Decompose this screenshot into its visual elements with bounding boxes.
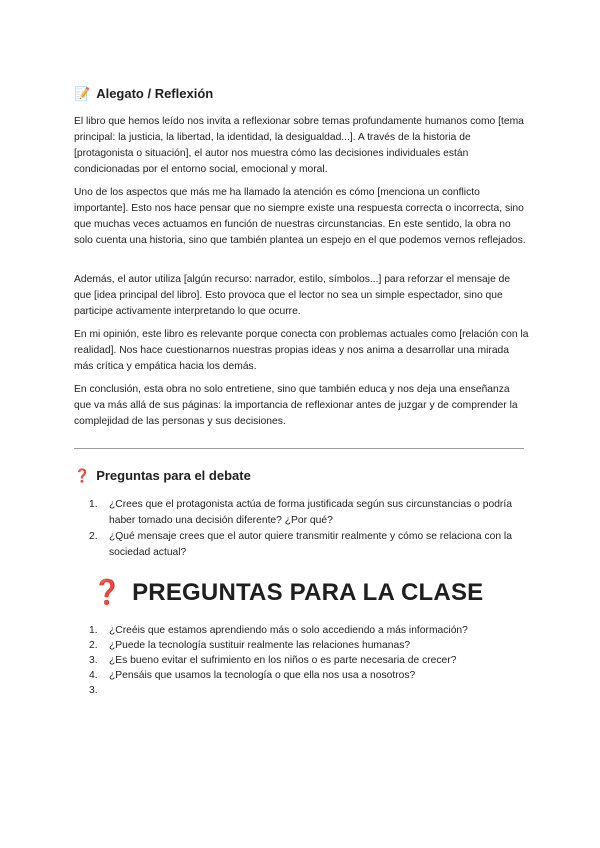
list-item [89,638,529,653]
list-item-number: 3. [89,655,98,666]
alegato-paragraph-1: El libro que hemos leído nos invita a reflexionar sobre temas profundamente humanos como [tema principal: la justicia, la libertad, la identidad, la desigualdad...]. A través de la historia de [protagonista o situación], el autor nos muestra cómo las decisiones individuales están condicionadas por el entorno social, emocional y moral. [74,116,524,175]
memo-icon: 📝 [74,86,91,101]
list-item-number: 2. [89,531,98,542]
clase-title: PREGUNTAS PARA LA CLASE [132,578,484,606]
list-item [89,497,529,529]
alegato-paragraph-2: Uno de los aspectos que más me ha llamado la atención es cómo [menciona un conflicto importante]. Esto nos hace pensar que no siempre existe una respuesta correcta o incorrecta, sino que muchas veces actuamos en función de nuestras circunstancias. En este sentido, la obra no solo cuenta una historia, sino que también plantea un espejo en el que podemos vernos reflejados. [74,187,526,246]
list-item-number: 1. [89,499,98,510]
question-mark-icon: ❓ [92,579,123,606]
list-item-text: ¿Crees que el protagonista actúa de forma justificada según sus circunstancias o podría haber tomado una decisión diferente? ¿Por qué? [109,499,512,526]
list-item [89,529,529,561]
list-item-number: 1. [89,625,98,636]
list-item-number: 4. [89,670,98,681]
list-item-text: ¿Puede la tecnología sustituir realmente las relaciones humanas? [109,640,411,651]
list-item [89,683,529,698]
clase-question-list [89,623,529,698]
list-item [89,623,529,638]
alegato-paragraph-3: Además, el autor utiliza [algún recurso: narrador, estilo, símbolos...] para reforzar el mensaje de que [idea principal del libro]. Esto provoca que el lector no sea un simple espectador, sino que participe activamente interpretando lo que ocurre. [74,274,511,317]
alegato-title: Alegato / Reflexión [96,86,214,101]
horizontal-divider [74,448,524,449]
list-item-text: ¿Pensáis que usamos la tecnología o que ella nos usa a nosotros? [109,670,416,681]
alegato-heading [74,86,213,101]
alegato-paragraph-4: En mi opinión, este libro es relevante porque conecta con problemas actuales como [relación con la realidad]. Nos hace cuestionarnos nuestras propias ideas y nos anima a desarrollar una mirada más crítica y empática hacia los demás. [74,329,529,372]
debate-heading [74,468,251,483]
list-item-number: 2. [89,640,98,651]
debate-question-list [89,497,529,561]
alegato-paragraph-5: En conclusión, esta obra no solo entretiene, sino que también educa y nos deja una enseñanza que va más allá de sus páginas: la importancia de reflexionar antes de juzgar y de comprender la complejidad de las personas y sus decisiones. [74,384,518,427]
debate-title: Preguntas para el debate [96,468,251,483]
list-item [89,653,529,668]
list-item-text [109,685,112,696]
clase-heading [92,578,483,607]
question-mark-icon: ❓ [74,468,91,483]
list-item-text: ¿Es bueno evitar el sufrimiento en los niños o es parte necesaria de crecer? [109,655,457,666]
list-item-number: 3. [89,685,98,696]
list-item-text: ¿Creéis que estamos aprendiendo más o solo accediendo a más información? [109,625,468,636]
list-item [89,668,529,683]
list-item-text: ¿Qué mensaje crees que el autor quiere transmitir realmente y cómo se relaciona con la sociedad actual? [109,531,512,558]
